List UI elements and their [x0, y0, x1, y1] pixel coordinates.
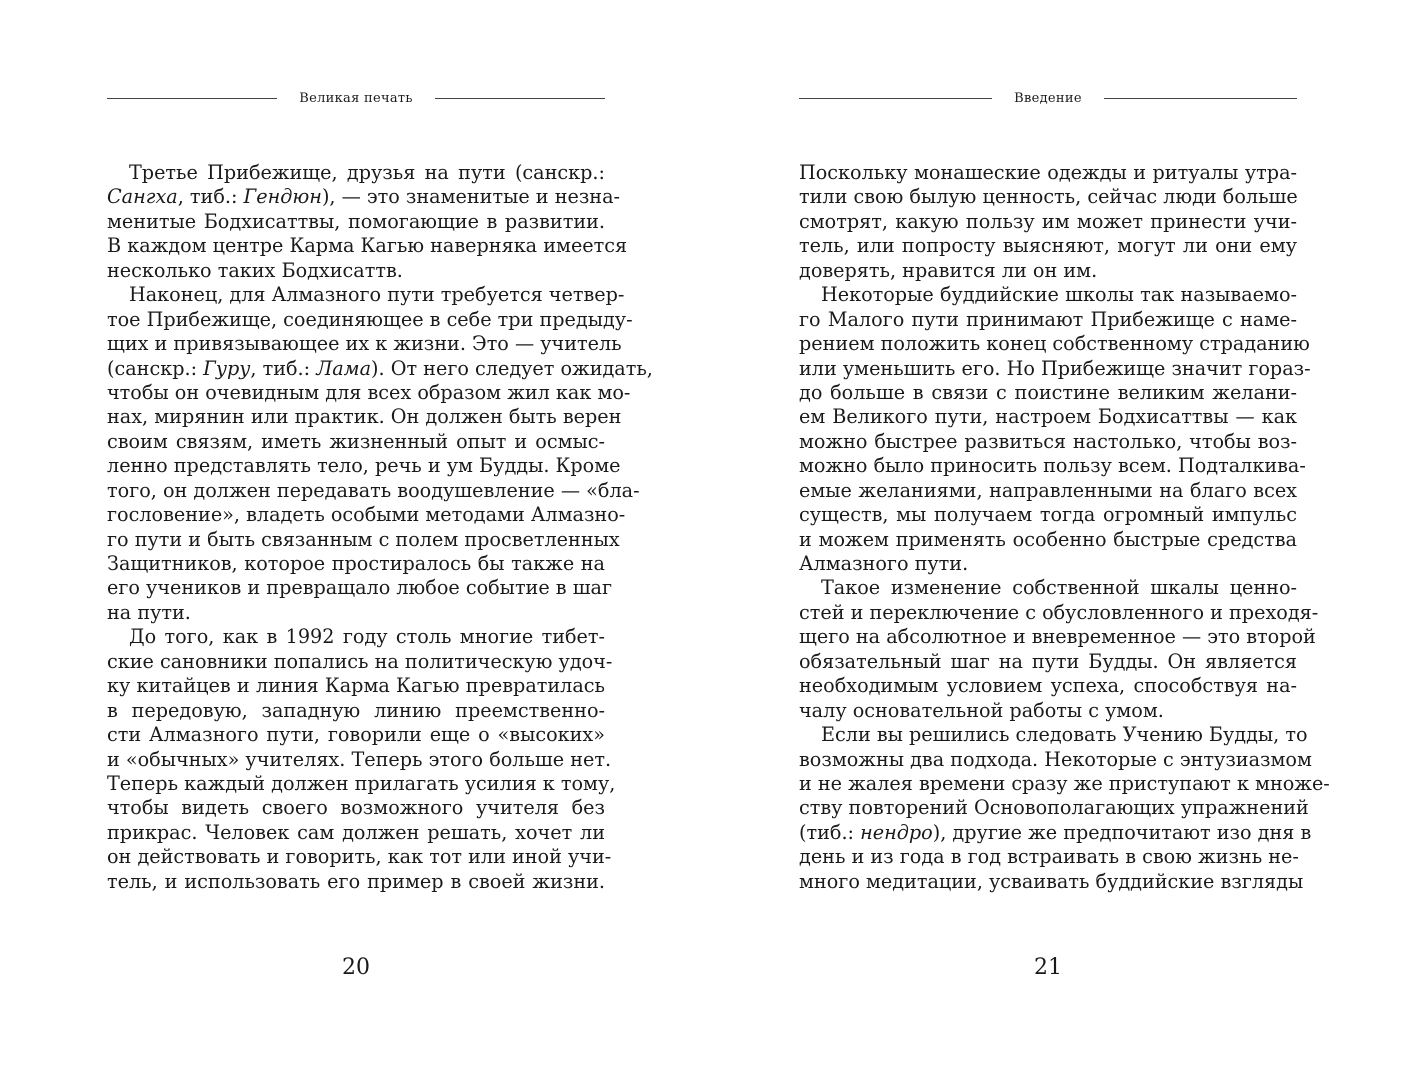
- text-line: [107, 845, 612, 869]
- running-head-left: [107, 88, 605, 108]
- running-head-right: [799, 88, 1297, 108]
- text-segment: Третье Прибежище, друзья на пути (санскр.:: [129, 161, 605, 184]
- text-line: [799, 552, 1297, 576]
- italic-term: Лама: [316, 356, 372, 380]
- text-segment: , тиб.:: [250, 356, 317, 380]
- text-line: [799, 747, 1312, 772]
- text-segment: Наконец, для Алмазного пути требуется четвер-: [129, 283, 625, 307]
- text-segment: ку китайцев и линия Карма Кагью превратилась: [107, 674, 605, 698]
- text-segment: емые желаниями, направленными на благо всех: [799, 478, 1297, 502]
- text-line: [107, 796, 605, 820]
- header-rule-right: [435, 98, 605, 99]
- text-line: [107, 870, 605, 894]
- text-line: [107, 503, 626, 527]
- text-line: [107, 405, 622, 429]
- italic-term: нендро: [860, 820, 933, 844]
- text-segment: , тиб.:: [177, 185, 244, 209]
- text-line: [107, 625, 605, 649]
- text-segment: нах, мирянин или практик. Он должен быть верен: [107, 405, 622, 429]
- text-line: [799, 723, 1308, 747]
- running-head-title: Введение: [1014, 90, 1082, 106]
- text-line: [799, 161, 1297, 185]
- text-line: [107, 161, 605, 185]
- text-segment: В каждом центре Карма Кагью наверняка имеется: [107, 234, 628, 258]
- text-line: [799, 479, 1297, 503]
- text-segment: тили свою былую ценность, сейчас люди больше: [799, 185, 1298, 209]
- italic-term: Гендюн: [243, 185, 322, 209]
- text-line: [799, 650, 1297, 674]
- text-line: [107, 307, 633, 332]
- text-segment: прикрас. Человек сам должен решать, хочет ли: [107, 820, 605, 844]
- text-line: [799, 674, 1297, 698]
- text-line: [107, 747, 612, 772]
- text-segment: ские сановники попались на политическую удоч-: [107, 649, 613, 673]
- page-body-text: [107, 161, 653, 894]
- text-line: [107, 821, 605, 845]
- text-line: [799, 845, 1297, 869]
- text-segment: он действовать и говорить, как тот или иной учи-: [107, 845, 612, 869]
- header-rule-left: [799, 98, 992, 99]
- text-segment: ленно представлять тело, речь и ум Будды. Кроме: [107, 454, 621, 478]
- text-segment: ), — это знаменитые и незна-: [321, 185, 621, 209]
- text-segment: (тиб.:: [799, 820, 861, 844]
- text-line: [799, 600, 1319, 625]
- text-line: [799, 381, 1297, 405]
- text-segment: ству повторений Основополагающих упражнений: [799, 796, 1309, 820]
- text-line: [107, 674, 605, 698]
- text-segment: до больше в связи с поистине великим желани-: [799, 380, 1297, 404]
- text-segment: много медитации, усваивать буддийские взгляды: [799, 869, 1304, 893]
- text-segment: чалу основательной работы с умом.: [799, 698, 1164, 722]
- text-segment: гословение», владеть особыми методами Алмазно-: [107, 503, 626, 527]
- text-segment: на пути.: [107, 600, 191, 624]
- right-page: [799, 0, 1330, 1080]
- text-segment: До того, как в 1992 году столь многие тибет-: [129, 625, 605, 649]
- text-line: [799, 454, 1306, 478]
- text-line: [799, 234, 1297, 258]
- text-line: [107, 283, 625, 307]
- text-line: [799, 332, 1310, 356]
- text-segment: чтобы видеть своего возможного учителя без: [107, 796, 605, 820]
- text-segment: тель, или попросту выясняют, могут ли они ему: [799, 234, 1297, 258]
- text-segment: и «обычных» учителях. Теперь этого больше нет.: [107, 747, 612, 771]
- text-line: [107, 185, 621, 209]
- text-line: [799, 820, 1312, 845]
- text-segment: существ, мы получаем тогда огромный импульс: [799, 503, 1297, 527]
- header-rule-right: [1104, 98, 1297, 99]
- text-line: [107, 234, 628, 258]
- text-line: [799, 283, 1297, 307]
- text-line: [799, 796, 1309, 820]
- text-segment: сти Алмазного пути, говорили еще о «высоких»: [107, 723, 605, 747]
- text-segment: обязательный шаг на пути Будды. Он является: [799, 649, 1297, 673]
- text-line: [107, 259, 605, 283]
- text-line: [799, 185, 1297, 209]
- text-segment: можно было приносить пользу всем. Подталкива-: [799, 454, 1306, 478]
- text-segment: тое Прибежище, соединяющее в себе три предыду-: [107, 307, 633, 331]
- text-line: [799, 210, 1297, 234]
- text-segment: Такое изменение собственной шкалы ценно-: [821, 576, 1297, 600]
- text-segment: несколько таких Бодхисаттв.: [107, 258, 403, 282]
- text-line: [799, 528, 1297, 552]
- text-segment: Поскольку монашеские одежды и ритуалы утра-: [799, 161, 1297, 184]
- text-segment: возможны два подхода. Некоторые с энтузиазмом: [799, 747, 1312, 771]
- text-line: [107, 210, 605, 234]
- text-segment: его учеников и превращало любое событие в шаг: [107, 576, 613, 600]
- italic-term: Сангха: [107, 185, 178, 209]
- text-line: [799, 771, 1330, 796]
- page-body-text: [799, 161, 1330, 894]
- text-line: [107, 332, 622, 356]
- text-segment: щего на абсолютное и вневременное — это второй: [799, 625, 1316, 649]
- text-segment: го пути и быть связанным с полем просветленных: [107, 527, 620, 551]
- left-page: [107, 0, 653, 1080]
- text-line: [107, 430, 605, 454]
- text-line: [107, 699, 605, 723]
- text-segment: Защитников, которое простиралось бы также на: [107, 552, 605, 575]
- text-line: [799, 576, 1297, 600]
- text-segment: и не жалея времени сразу же приступают к множе-: [799, 771, 1330, 795]
- text-line: [107, 356, 653, 381]
- text-segment: менитые Бодхисаттвы, помогающие в развитии.: [107, 209, 605, 233]
- text-segment: стей и переключение с обусловленного и преходя-: [799, 600, 1319, 624]
- text-segment: тель, и использовать его пример в своей жизни.: [107, 869, 605, 893]
- text-segment: смотрят, какую пользу им может принести учи-: [799, 209, 1297, 233]
- text-line: [107, 601, 605, 625]
- text-segment: Теперь каждый должен прилагать усилия к тому,: [107, 771, 616, 795]
- header-rule-left: [107, 98, 277, 99]
- text-line: [107, 552, 605, 576]
- text-segment: ), другие же предпочитают изо дня в: [932, 820, 1312, 844]
- text-line: [107, 454, 621, 478]
- page-number: 20: [342, 955, 370, 980]
- running-head-title: Великая печать: [299, 90, 413, 106]
- text-line: [107, 649, 613, 674]
- text-line: [107, 380, 631, 405]
- text-line: [107, 576, 613, 600]
- text-segment: можно быстрее развиться настолько, чтобы воз-: [799, 429, 1297, 453]
- text-segment: Алмазного пути.: [799, 552, 969, 575]
- text-segment: ем Великого пути, настроем Бодхисаттвы — как: [799, 405, 1297, 429]
- text-segment: рением положить конец собственному страданию: [799, 332, 1310, 356]
- text-line: [799, 503, 1297, 527]
- text-segment: день и из года в год встраивать в свою жизнь не-: [799, 845, 1299, 869]
- italic-term: Гуру: [203, 356, 251, 380]
- text-segment: того, он должен передавать воодушевление — «бла-: [107, 478, 640, 502]
- text-segment: чтобы он очевидным для всех образом жил как мо-: [107, 380, 631, 404]
- text-line: [799, 430, 1297, 454]
- text-segment: Некоторые буддийские школы так называемо-: [821, 283, 1297, 307]
- text-line: [799, 625, 1316, 649]
- text-segment: или уменьшить его. Но Прибежище значит гораз-: [799, 356, 1311, 380]
- text-line: [107, 771, 616, 796]
- text-line: [107, 723, 605, 747]
- text-line: [799, 356, 1311, 381]
- text-segment: ). От него следует ожидать,: [371, 356, 653, 380]
- text-line: [799, 869, 1304, 894]
- text-segment: в передовую, западную линию преемственно-: [107, 698, 605, 722]
- text-segment: и можем применять особенно быстрые средства: [799, 527, 1297, 551]
- text-segment: Если вы решились следовать Учению Будды, то: [821, 723, 1308, 747]
- text-segment: го Малого пути принимают Прибежище с наме-: [799, 307, 1297, 331]
- page-number: 21: [1034, 955, 1062, 980]
- text-line: [799, 405, 1297, 429]
- text-segment: доверять, нравится ли он им.: [799, 258, 1098, 282]
- text-segment: (санскр.:: [107, 356, 204, 380]
- text-line: [107, 478, 640, 503]
- text-segment: щих и привязывающее их к жизни. Это — учитель: [107, 332, 622, 356]
- text-line: [799, 308, 1297, 332]
- text-line: [107, 527, 620, 552]
- text-line: [799, 699, 1297, 723]
- text-segment: своим связям, иметь жизненный опыт и осмыс-: [107, 429, 605, 453]
- text-line: [799, 259, 1297, 283]
- text-segment: необходимым условием успеха, способствуя на-: [799, 674, 1297, 698]
